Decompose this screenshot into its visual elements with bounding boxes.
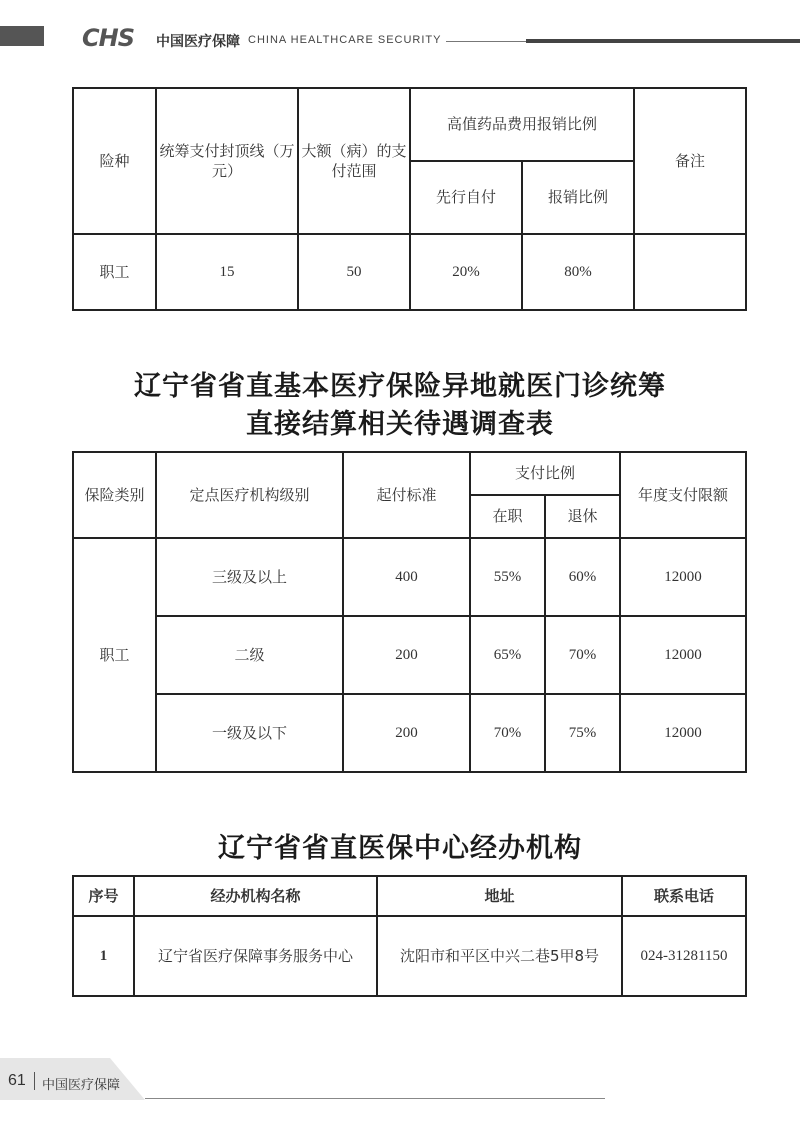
cell-annual-limit: 12000 xyxy=(620,616,746,694)
section-title-2: 辽宁省省直医保中心经办机构 xyxy=(218,833,582,864)
header-phone: 联系电话 xyxy=(622,876,746,916)
cell-retired: 60% xyxy=(545,538,620,616)
footer-rule xyxy=(145,1098,605,1099)
reimbursement-table xyxy=(72,87,747,311)
header-name-cn: 中国医疗保障 xyxy=(156,34,240,50)
table-row xyxy=(73,916,746,996)
cell-annual-limit: 12000 xyxy=(620,694,746,772)
cell-threshold: 400 xyxy=(343,538,470,616)
cell-employed: 70% xyxy=(470,694,545,772)
header-name: 经办机构名称 xyxy=(134,876,377,916)
header-rule-thin xyxy=(446,41,526,42)
header-ratio-group: 支付比例 xyxy=(470,452,620,495)
header-retired: 退休 xyxy=(545,495,620,538)
section-title-1-line-1: 辽宁省省直基本医疗保险异地就医门诊统筹 xyxy=(134,371,666,402)
cell-retired: 75% xyxy=(545,694,620,772)
cell-level: 一级及以下 xyxy=(156,694,343,772)
header-name-en: CHINA HEALTHCARE SECURITY xyxy=(248,34,442,46)
page-number: 61 xyxy=(8,1072,26,1089)
cell-phone: 024-31281150 xyxy=(622,916,746,996)
header-type: 险种 xyxy=(73,88,156,234)
cell-type: 职工 xyxy=(73,234,156,310)
header-no: 序号 xyxy=(73,876,134,916)
footer-publication: 中国医疗保障 xyxy=(42,1078,121,1093)
cell-annual-limit: 12000 xyxy=(620,538,746,616)
cell-employed: 65% xyxy=(470,616,545,694)
table-row xyxy=(73,616,746,694)
cell-cap: 15 xyxy=(156,234,298,310)
header-drug-group: 高值药品费用报销比例 xyxy=(410,88,634,161)
cell-address: 沈阳市和平区中兴二巷5甲8号 xyxy=(377,916,622,996)
cell-name: 辽宁省医疗保障事务服务中心 xyxy=(134,916,377,996)
header-annual-limit: 年度支付限额 xyxy=(620,452,746,538)
cell-no: 1 xyxy=(73,916,134,996)
header-reimburse: 报销比例 xyxy=(522,161,634,234)
header-block xyxy=(0,26,44,46)
cell-remark xyxy=(634,234,746,310)
table-row xyxy=(73,694,746,772)
cell-employed: 55% xyxy=(470,538,545,616)
header-employed: 在职 xyxy=(470,495,545,538)
cell-scope: 50 xyxy=(298,234,410,310)
table-row xyxy=(73,538,746,616)
outpatient-table xyxy=(72,451,747,773)
header-scope: 大额（病）的支付范围 xyxy=(298,88,410,234)
header-remark: 备注 xyxy=(634,88,746,234)
cell-level: 三级及以上 xyxy=(156,538,343,616)
cell-retired: 70% xyxy=(545,616,620,694)
cell-threshold: 200 xyxy=(343,616,470,694)
header-self-pay: 先行自付 xyxy=(410,161,522,234)
header-cap: 统筹支付封顶线（万元） xyxy=(156,88,298,234)
cell-threshold: 200 xyxy=(343,694,470,772)
cell-category: 职工 xyxy=(73,538,156,772)
cell-self-pay: 20% xyxy=(410,234,522,310)
section-title-1-line-2: 直接结算相关待遇调查表 xyxy=(246,409,554,440)
agency-table xyxy=(72,875,747,997)
header-level: 定点医疗机构级别 xyxy=(156,452,343,538)
cell-level: 二级 xyxy=(156,616,343,694)
header-address: 地址 xyxy=(377,876,622,916)
header-threshold: 起付标准 xyxy=(343,452,470,538)
header-rule-thick xyxy=(526,39,800,43)
cell-reimburse: 80% xyxy=(522,234,634,310)
footer-separator xyxy=(34,1072,35,1090)
chs-logo: CHS xyxy=(82,24,134,52)
header-category: 保险类别 xyxy=(73,452,156,538)
